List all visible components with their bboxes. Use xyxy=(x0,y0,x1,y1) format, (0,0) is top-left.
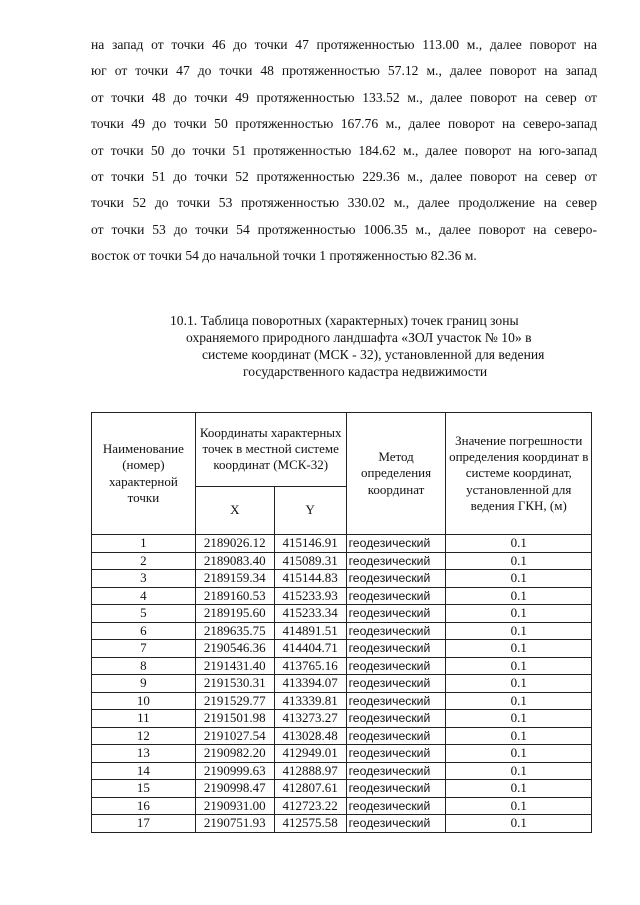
coord-x: 2191027.54 xyxy=(195,727,274,745)
point-number: 11 xyxy=(92,710,196,728)
error-cell: 0.1 xyxy=(446,727,592,745)
table-row xyxy=(92,570,592,588)
table-row xyxy=(92,657,592,675)
error-cell: 0.1 xyxy=(446,815,592,833)
method-cell: геодезический xyxy=(346,692,446,710)
coord-x: 2190982.20 xyxy=(195,745,274,763)
paragraph-line: от точки 51 до точки 52 протяженностью 229.36 м., далее поворот на север от xyxy=(91,168,597,184)
coord-x: 2189160.53 xyxy=(195,587,274,605)
table-row xyxy=(92,675,592,693)
method-cell: геодезический xyxy=(346,727,446,745)
caption-line: 10.1. Таблица поворотных (характерных) точек границ зоны xyxy=(170,313,519,328)
coord-y: 414891.51 xyxy=(274,622,346,640)
coord-x: 2190998.47 xyxy=(195,780,274,798)
point-number: 15 xyxy=(92,780,196,798)
table-row xyxy=(92,745,592,763)
paragraph-line: точки 49 до точки 50 протяженностью 167.76 м., далее поворот на северо-запад xyxy=(91,116,597,132)
table-row xyxy=(92,692,592,710)
method-cell: геодезический xyxy=(346,640,446,658)
error-cell: 0.1 xyxy=(446,657,592,675)
header-coordinates: Координаты характерных точек в местной системе координат (МСК-32) xyxy=(195,413,346,487)
coord-x: 2190751.93 xyxy=(195,815,274,833)
coord-y: 415089.31 xyxy=(274,552,346,570)
method-cell: геодезический xyxy=(346,657,446,675)
caption-line: охраняемого природного ландшафта «ЗОЛ участок № 10» в xyxy=(186,330,532,345)
coord-x: 2189195.60 xyxy=(195,605,274,623)
coord-y: 415233.34 xyxy=(274,605,346,623)
error-cell: 0.1 xyxy=(446,622,592,640)
method-cell: геодезический xyxy=(346,797,446,815)
coord-y: 413394.07 xyxy=(274,675,346,693)
coord-y: 412807.61 xyxy=(274,780,346,798)
coord-y: 414404.71 xyxy=(274,640,346,658)
points-table xyxy=(91,412,592,833)
coord-y: 415233.93 xyxy=(274,587,346,605)
method-cell: геодезический xyxy=(346,675,446,693)
table-row xyxy=(92,552,592,570)
table-row xyxy=(92,535,592,553)
error-cell: 0.1 xyxy=(446,710,592,728)
point-number: 4 xyxy=(92,587,196,605)
method-cell: геодезический xyxy=(346,622,446,640)
method-cell: геодезический xyxy=(346,587,446,605)
coord-y: 413273.27 xyxy=(274,710,346,728)
table-row xyxy=(92,605,592,623)
coord-x: 2190999.63 xyxy=(195,762,274,780)
header-x: X xyxy=(195,486,274,534)
coord-x: 2190931.00 xyxy=(195,797,274,815)
point-number: 3 xyxy=(92,570,196,588)
caption-line: системе координат (МСК - 32), установленной для ведения xyxy=(202,347,545,362)
coord-y: 412888.97 xyxy=(274,762,346,780)
header-y: Y xyxy=(274,486,346,534)
point-number: 6 xyxy=(92,622,196,640)
coord-y: 412723.22 xyxy=(274,797,346,815)
header-point-name: Наименование (номер) характерной точки xyxy=(92,413,196,535)
coord-x: 2189083.40 xyxy=(195,552,274,570)
coord-x: 2191530.31 xyxy=(195,675,274,693)
coord-y: 413765.16 xyxy=(274,657,346,675)
coord-x: 2190546.36 xyxy=(195,640,274,658)
table-row xyxy=(92,640,592,658)
table-row xyxy=(92,710,592,728)
coord-y: 415146.91 xyxy=(274,535,346,553)
coord-y: 412575.58 xyxy=(274,815,346,833)
table-row xyxy=(92,622,592,640)
error-cell: 0.1 xyxy=(446,552,592,570)
point-number: 5 xyxy=(92,605,196,623)
point-number: 9 xyxy=(92,675,196,693)
coord-y: 413028.48 xyxy=(274,727,346,745)
coord-x: 2191529.77 xyxy=(195,692,274,710)
error-cell: 0.1 xyxy=(446,675,592,693)
error-cell: 0.1 xyxy=(446,692,592,710)
table-row xyxy=(92,587,592,605)
point-number: 8 xyxy=(92,657,196,675)
paragraph-line: от точки 53 до точки 54 протяженностью 1006.35 м., далее поворот на северо- xyxy=(91,221,597,237)
method-cell: геодезический xyxy=(346,605,446,623)
paragraph-line: точки 52 до точки 53 протяженностью 330.02 м., далее продолжение на север xyxy=(91,195,597,211)
coord-x: 2189635.75 xyxy=(195,622,274,640)
coord-x: 2189159.34 xyxy=(195,570,274,588)
table-row xyxy=(92,797,592,815)
method-cell: геодезический xyxy=(346,710,446,728)
error-cell: 0.1 xyxy=(446,797,592,815)
error-cell: 0.1 xyxy=(446,605,592,623)
header-method: Метод определения координат xyxy=(346,413,446,535)
method-cell: геодезический xyxy=(346,780,446,798)
point-number: 10 xyxy=(92,692,196,710)
coord-x: 2189026.12 xyxy=(195,535,274,553)
error-cell: 0.1 xyxy=(446,535,592,553)
paragraph-line: восток от точки 54 до начальной точки 1 протяженностью 82.36 м. xyxy=(91,248,477,264)
paragraph-line: на запад от точки 46 до точки 47 протяженностью 113.00 м., далее поворот на xyxy=(91,37,597,52)
method-cell: геодезический xyxy=(346,570,446,588)
paragraph-line: от точки 50 до точки 51 протяженностью 184.62 м., далее поворот на юго-запад xyxy=(91,142,597,158)
point-number: 12 xyxy=(92,727,196,745)
point-number: 17 xyxy=(92,815,196,833)
table-row xyxy=(92,762,592,780)
error-cell: 0.1 xyxy=(446,762,592,780)
paragraph-line: от точки 48 до точки 49 протяженностью 133.52 м., далее поворот на север от xyxy=(91,89,597,105)
coord-x: 2191501.98 xyxy=(195,710,274,728)
caption-line: государственного кадастра недвижимости xyxy=(243,364,488,379)
error-cell: 0.1 xyxy=(446,640,592,658)
error-cell: 0.1 xyxy=(446,745,592,763)
point-number: 1 xyxy=(92,535,196,553)
method-cell: геодезический xyxy=(346,535,446,553)
method-cell: геодезический xyxy=(346,745,446,763)
method-cell: геодезический xyxy=(346,552,446,570)
header-error: Значение погрешности определения координат в системе координат, установленной для ведения ГКН, (м) xyxy=(446,413,592,535)
paragraph-line: юг от точки 47 до точки 48 протяженностью 57.12 м., далее поворот на запад xyxy=(91,63,597,79)
method-cell: геодезический xyxy=(346,815,446,833)
error-cell: 0.1 xyxy=(446,587,592,605)
coord-y: 415144.83 xyxy=(274,570,346,588)
point-number: 16 xyxy=(92,797,196,815)
point-number: 13 xyxy=(92,745,196,763)
error-cell: 0.1 xyxy=(446,780,592,798)
point-number: 2 xyxy=(92,552,196,570)
boundary-description-paragraph xyxy=(91,32,597,270)
table-caption xyxy=(160,312,590,380)
point-number: 7 xyxy=(92,640,196,658)
method-cell: геодезический xyxy=(346,762,446,780)
table-row xyxy=(92,727,592,745)
table-row xyxy=(92,815,592,833)
error-cell: 0.1 xyxy=(446,570,592,588)
table-row xyxy=(92,780,592,798)
coord-x: 2191431.40 xyxy=(195,657,274,675)
coord-y: 412949.01 xyxy=(274,745,346,763)
point-number: 14 xyxy=(92,762,196,780)
coord-y: 413339.81 xyxy=(274,692,346,710)
